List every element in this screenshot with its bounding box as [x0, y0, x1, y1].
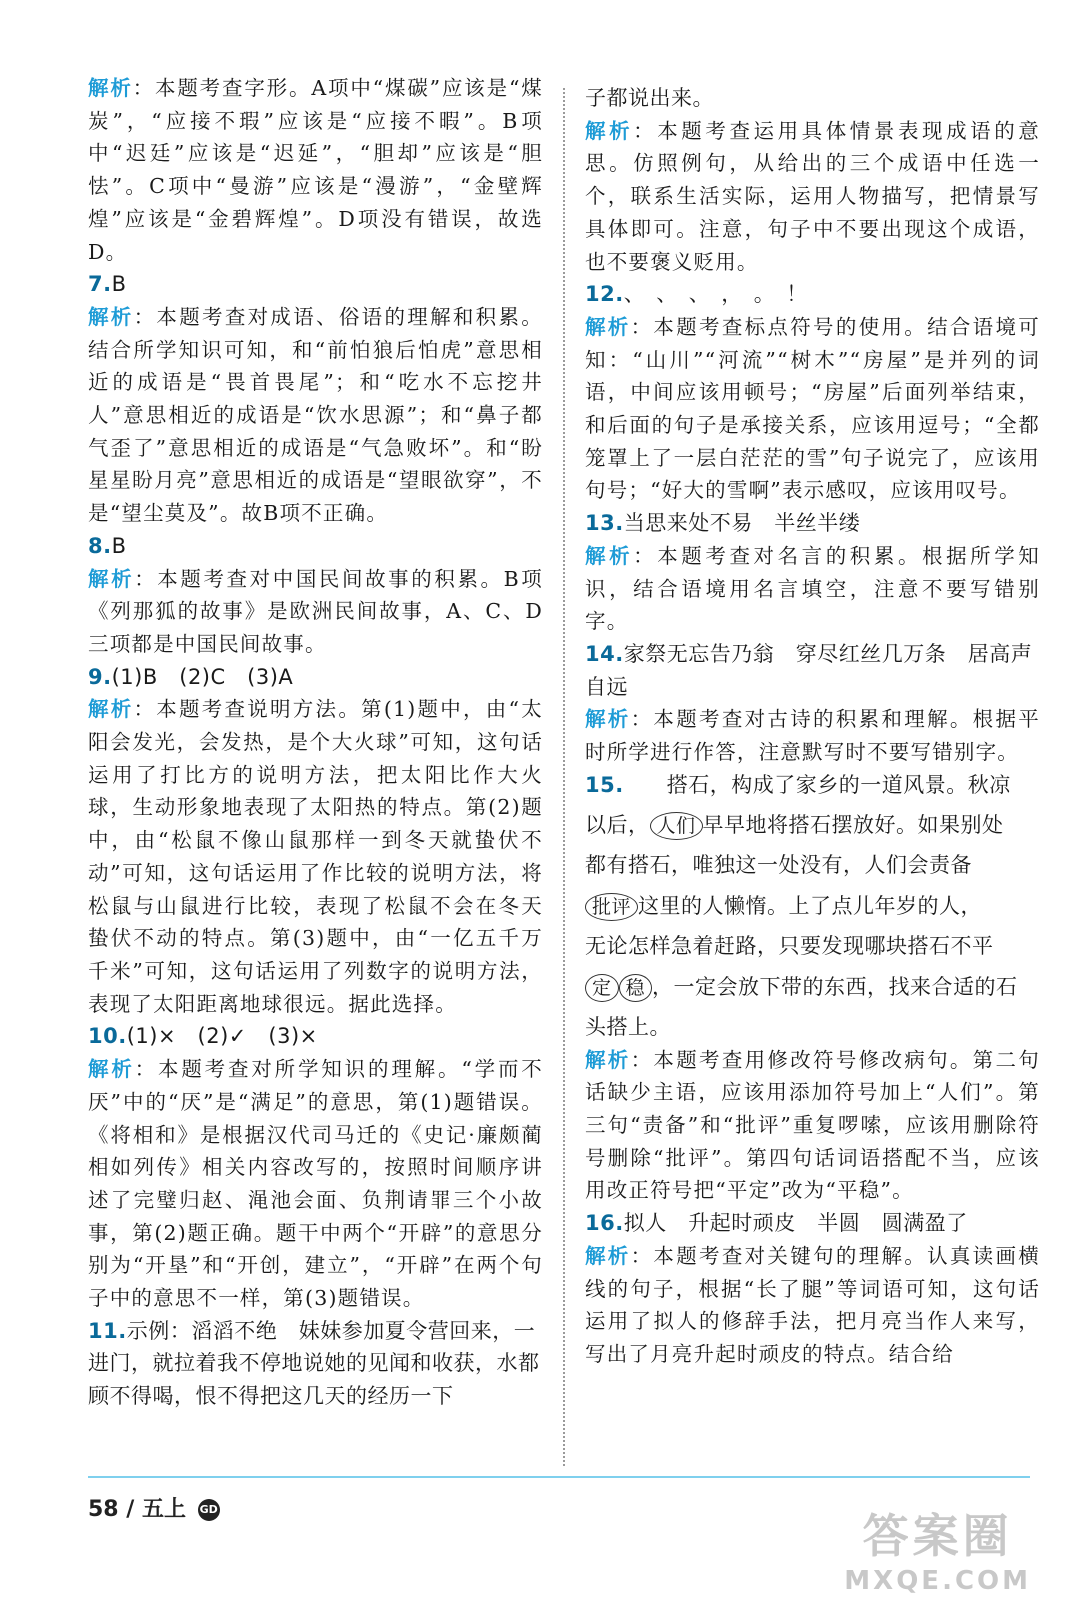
page-footer	[88, 1492, 220, 1523]
answer-15-analysis: 解析：本题考查用修改符号修改病句。第二句话缺少主语，应该用添加符号加上“人们”。第三句“责备”和“批评”重复啰嗦，应该用删除符号删除“批评”。第四句话词语搭配不当，应该用改正符号把“平定”改为“平稳”。	[585, 1047, 1040, 1203]
analysis-label: 解析	[88, 304, 134, 329]
delete-mark-bubble: 批评	[585, 893, 638, 921]
correction-mark-original: 定	[585, 974, 619, 1002]
answer-16-analysis: 解析：本题考查对关键句的理解。认真读画横线的句子，根据“长了腿”等词语可知，这句话运用了拟人的修辞手法，把月亮当作人来写，写出了月亮升起时顽皮的特点。结合给	[585, 1243, 1040, 1366]
answer-12: 12.、 、 、 ， 。 ！	[585, 282, 808, 307]
analysis-label: 解析	[585, 707, 631, 732]
watermark-logo: 答案圈 MXQE.COM	[844, 1509, 1031, 1596]
answer-10: 10.(1)× (2)✓ (3)×	[88, 1024, 318, 1049]
column-divider	[563, 88, 565, 1466]
page-number: 58	[88, 1497, 119, 1522]
footer-rule	[88, 1476, 1030, 1478]
answer-9-analysis: 解析：本题考查说明方法。第(1)题中，由“太阳会发光，会发热，是个大火球”可知，这句话运用了打比方的说明方法，把太阳比作大火球，生动形象地表现了太阳热的特点。第(2)题中，由“松鼠不像山鼠那样一到冬天就蛰伏不动”可知，这句话运用了作比较的说明方法，将松鼠与山鼠进行比较，表现了松鼠不会在冬天蛰伏不动的特点。第(3)题中，由“一亿五千万千米”可知，这句话运用了列数字的说明方法，表现了太阳距离地球很远。据此选择。	[88, 697, 543, 1016]
analysis-label: 解析	[88, 697, 134, 722]
answer-9: 9.(1)B (2)C (3)A	[88, 664, 294, 689]
answer-11: 11.示例：滔滔不绝 妹妹参加夏令营回来，一进门，就拉着我不停地说她的见闻和收获，水都顾不得喝，恨不得把这几天的经历一下	[88, 1318, 540, 1409]
analysis-label: 解析	[585, 314, 631, 339]
answer-6-analysis: 解析：本题考查字形。A项中“煤碳”应该是“煤炭”，“应接不瑕”应该是“应接不暇”。B项中“迟廷”应该是“迟延”，“胆却”应该是“胆怯”。C项中“曼游”应该是“漫游”，“金壁辉煌”应该是“金碧辉煌”。D项没有错误，故选D。	[88, 76, 543, 264]
analysis-label: 解析	[585, 118, 634, 143]
answer-8-analysis: 解析：本题考查对中国民间故事的积累。B项《列那狐的故事》是欧洲民间故事，A、C、D三项都是中国民间故事。	[88, 566, 543, 656]
answer-7-analysis: 解析：本题考查对成语、俗语的理解和积累。结合所学知识可知，和“前怕狼后怕虎”意思相近的成语是“畏首畏尾”；和“吃水不忘挖井人”意思相近的成语是“饮水思源”；和“鼻子都气歪了”意思相近的成语是“气急败坏”。和“盼星星盼月亮”意思相近的成语是“望眼欲穿”，不是“望尘莫及”。故B项不正确。	[88, 304, 543, 526]
analysis-label: 解析	[88, 1057, 135, 1082]
correction-mark-new: 稳	[619, 974, 653, 1002]
answer-11-analysis: 解析：本题考查运用具体情景表现成语的意思。仿照例句，从给出的三个成语中任选一个，联系生活实际，运用人物描写，把情景写具体即可。注意，句子中不要出现这个成语，也不要褒义贬用。	[585, 118, 1040, 274]
answer-14: 14.家祭无忘告乃翁 穿尽红丝几万条 居高声自远	[585, 641, 1033, 699]
answer-7: 7.B	[88, 272, 127, 297]
analysis-label: 解析	[88, 566, 135, 591]
footer-separator: /	[126, 1497, 135, 1522]
answer-15-marked-passage: 15. 搭石，构成了家乡的一道风景。秋凉 以后， 人们 早早地将搭石摆放好。如果别处 都有搭石，唯独这一处没有，人们会责备 批评 这里的人懒惰。上了点儿年岁的人， 无论怎样急着赶路，只要发现哪块搭石不平 定 稳 ，一定会放下带的东西，找来合适的石 头搭上。	[585, 772, 1018, 1039]
analysis-label: 解析	[585, 1047, 631, 1072]
grade-label: 五上	[142, 1497, 187, 1522]
analysis-label: 解析	[88, 76, 133, 100]
edition-badge-icon: GD	[198, 1499, 220, 1521]
answer-10-analysis: 解析：本题考查对所学知识的理解。“学而不厌”中的“厌”是“满足”的意思，第(1)题错误。《将相和》是根据汉代司马迁的《史记·廉颇蔺相如列传》相关内容改写的，按照时间顺序讲述了完璧归赵、渑池会面、负荆请罪三个小故事，第(2)题正确。题干中两个“开辟”的意思分别为“开垦”和“开创，建立”，“开辟”在两个句子中的意思不一样，第(3)题错误。	[88, 1057, 543, 1311]
right-column	[585, 82, 1040, 1371]
answer-13-analysis: 解析：本题考查对名言的积累。根据所学知识，结合语境用名言填空，注意不要写错别字。	[585, 543, 1040, 634]
answer-16: 16.拟人 升起时顽皮 半圆 圆满盈了	[585, 1211, 968, 1236]
answer-11-continued: 子都说出来。	[585, 86, 714, 110]
answer-13: 13.当思来处不易 半丝半缕	[585, 511, 861, 536]
answer-14-analysis: 解析：本题考查对古诗的积累和理解。根据平时所学进行作答，注意默写时不要写错别字。	[585, 707, 1040, 765]
left-column	[88, 72, 543, 1413]
answer-12-analysis: 解析：本题考查标点符号的使用。结合语境可知：“山川”“河流”“树木”“房屋”是并列的词语，中间应该用顿号；“房屋”后面列举结束，和后面的句子是承接关系，应该用逗号；“全都笼罩上了一层白茫茫的雪”句子说完了，应该用句号；“好大的雪啊”表示感叹，应该用叹号。	[585, 314, 1040, 503]
answer-8: 8.B	[88, 533, 127, 558]
analysis-label: 解析	[585, 1243, 631, 1268]
insert-mark-bubble: 人们	[650, 812, 703, 840]
analysis-label: 解析	[585, 543, 634, 568]
